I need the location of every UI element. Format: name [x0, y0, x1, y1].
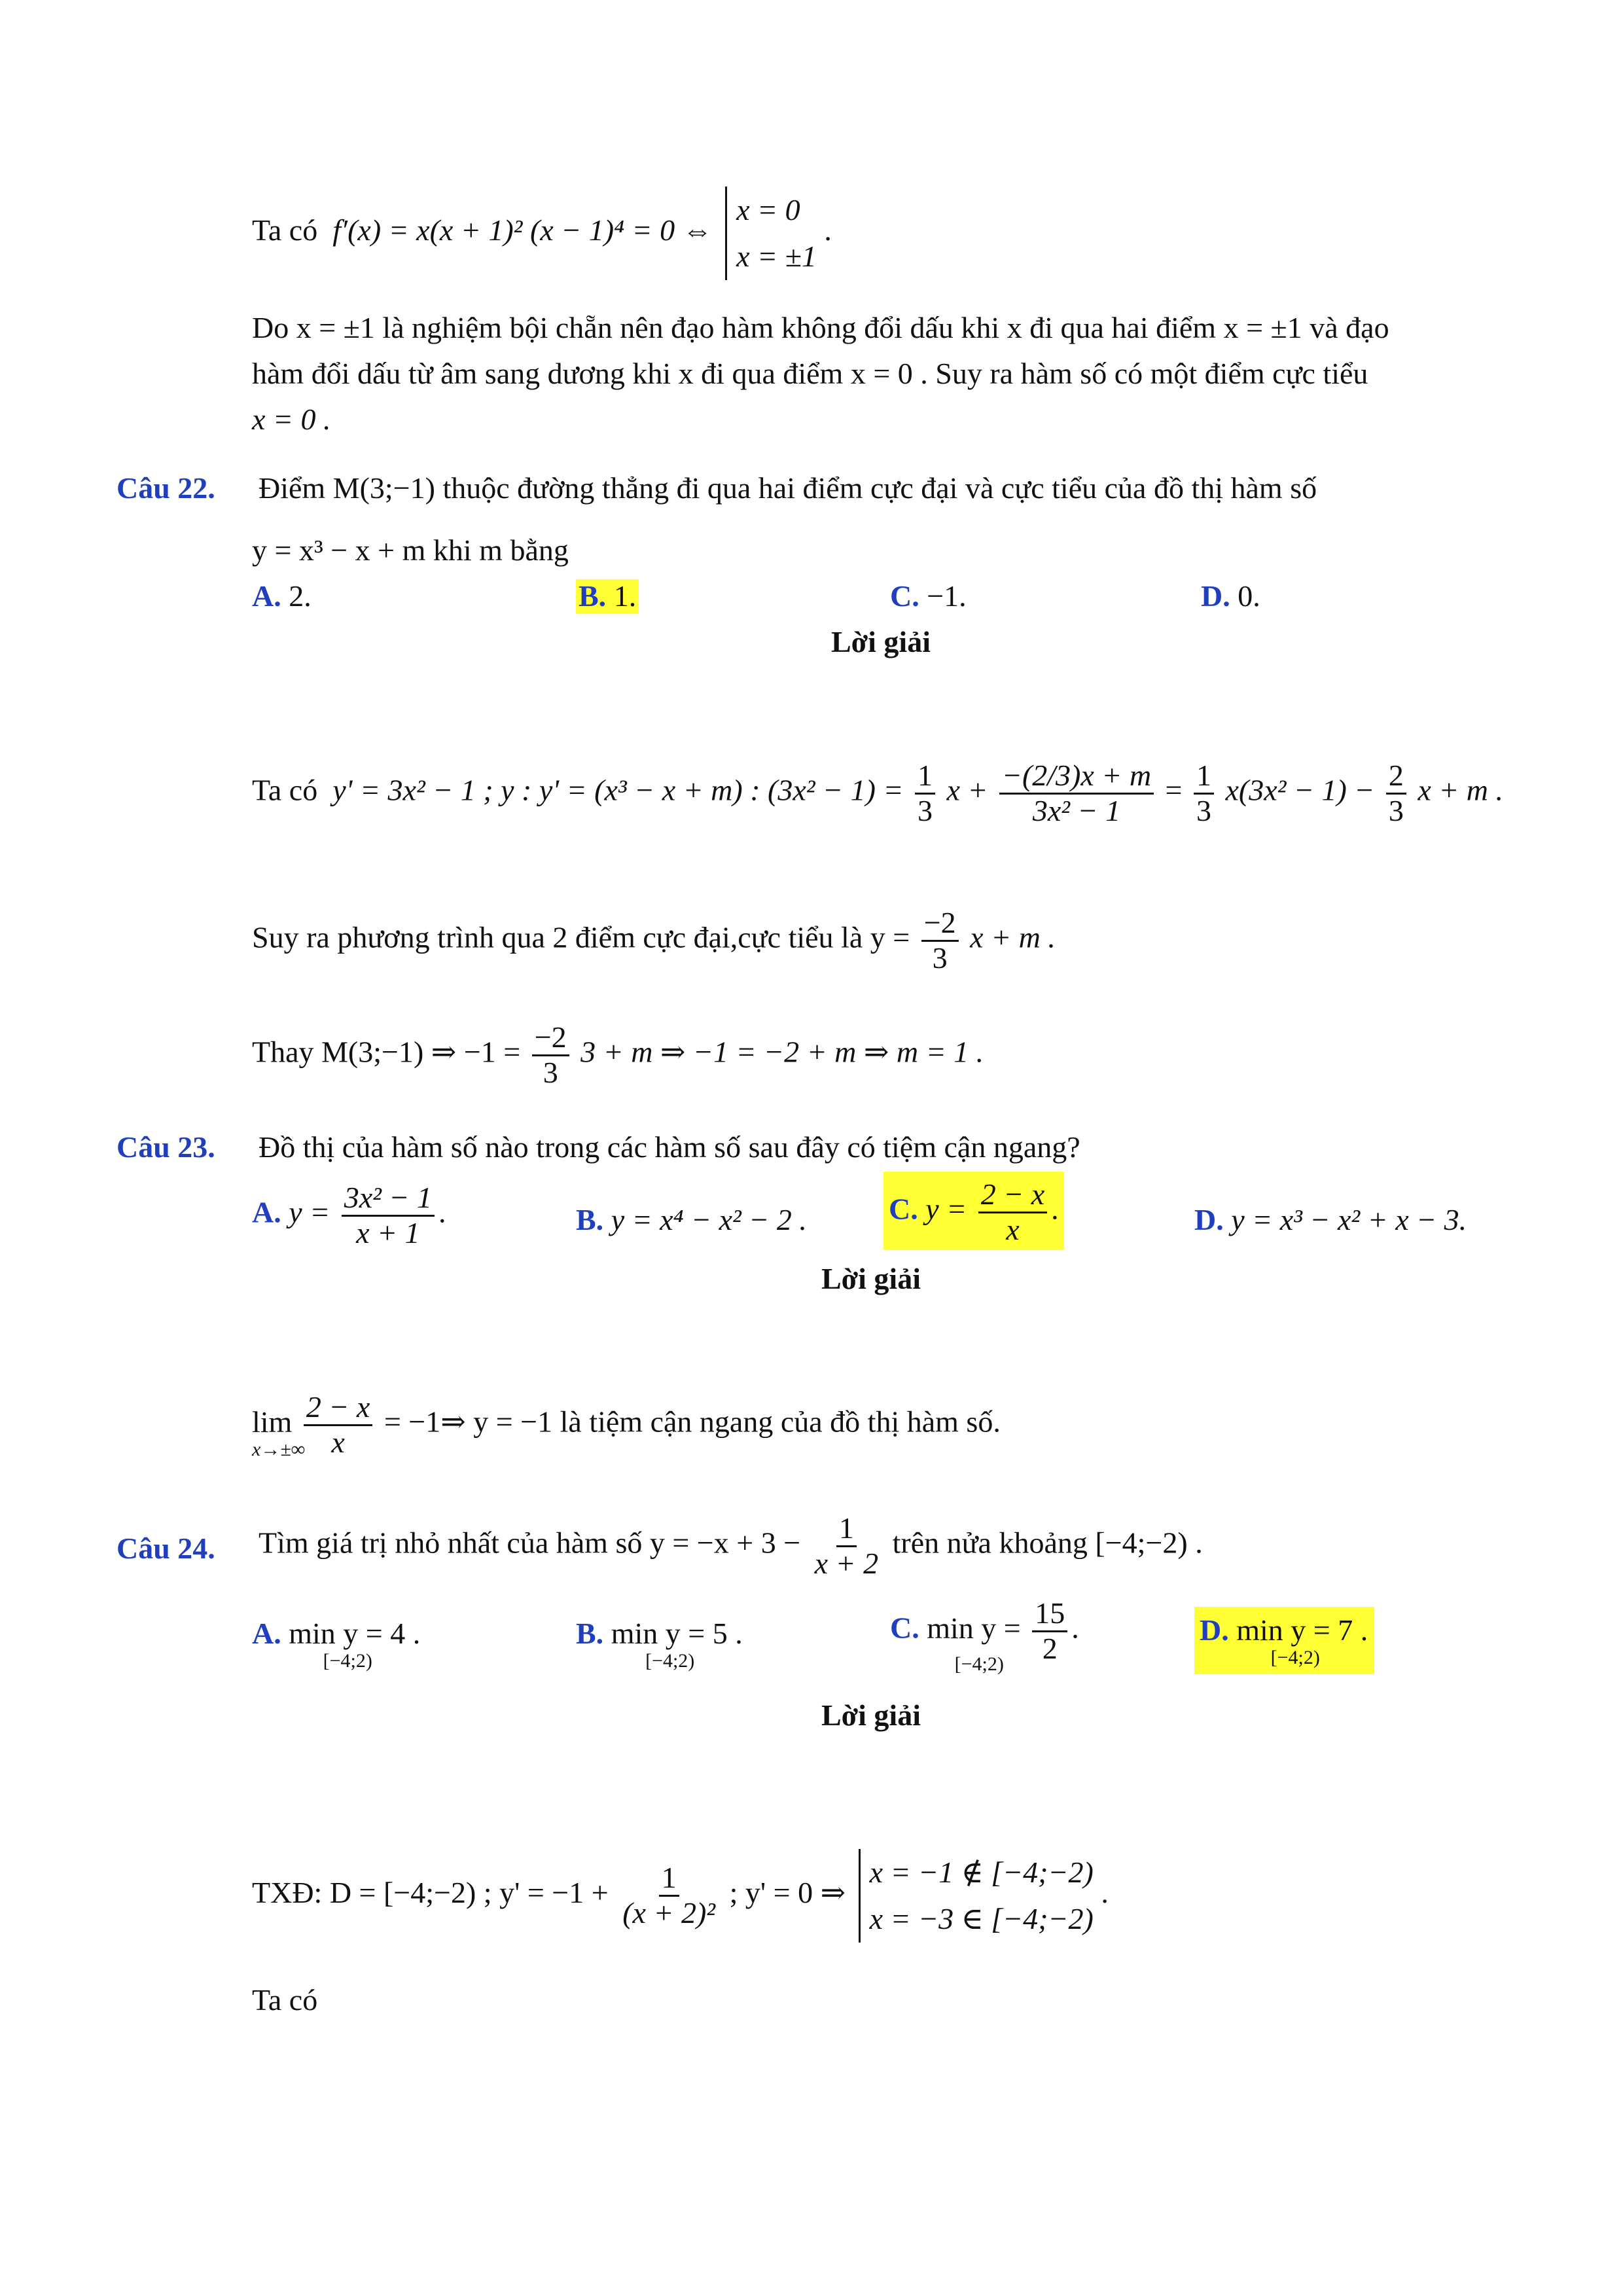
- q22-sol3-num: −2: [532, 1021, 569, 1056]
- q23-solution-line: [252, 1391, 1001, 1459]
- q24-option-c-min: [927, 1611, 1021, 1675]
- q23-option-a-den: x + 1: [356, 1215, 420, 1249]
- q24-solution-line-1: TXĐ: D = [−4;−2) ; y' = −1 + $\frac{1}{\text{(x + 2)²}}$ ; y' = 0 ⇒ x = −1 ∉ [−4;−2) x = −3 ∈ [−4;−2) .: [252, 1849, 1109, 1943]
- q23-stem: Đồ thị của hàm số nào trong các hàm số sau đây có tiệm cận ngang?: [259, 1130, 1080, 1164]
- q22-sol2-text: Suy ra phương trình qua 2 điểm cực đại,cực tiểu là y =: [252, 920, 910, 954]
- q23-sol-tail: = −1⇒ y = −1 là tiệm cận ngang của đồ thị hàm số.: [383, 1405, 1001, 1439]
- q22-sol1-b: x +: [946, 773, 988, 807]
- q22-sol1-f2-den: 3x² − 1: [1032, 793, 1121, 827]
- q22-sol1-f1-num: 1: [915, 759, 935, 795]
- q24-option-c-num: 15: [1032, 1597, 1067, 1632]
- q23-option-c-num: 2 − x: [978, 1178, 1047, 1213]
- q22-label: Câu 22.: [116, 471, 215, 505]
- q24-option-c-frac: [1032, 1597, 1067, 1665]
- q24-option-c-den: 2: [1042, 1631, 1058, 1665]
- q22-sol2-tail: x + m .: [970, 920, 1056, 954]
- q23-option-a-pre: y =: [289, 1195, 330, 1229]
- q23-label: Câu 23.: [116, 1130, 215, 1164]
- q22-sol3-den: 3: [543, 1055, 558, 1089]
- q24-stem-num: 1: [836, 1512, 857, 1547]
- q23-solution-heading: Lời giải: [821, 1262, 921, 1295]
- q22-solution-heading: Lời giải: [831, 625, 931, 658]
- q22-option-c-text: −1.: [927, 579, 967, 613]
- q22-option-a-label: A.: [252, 579, 281, 613]
- q24-option-d-text: min y = 7 .: [1236, 1613, 1368, 1647]
- intro-equation: f′(x) = x(x + 1)² (x − 1)⁴ = 0 ⇔: [332, 213, 713, 247]
- q23-sol-lim-word: lim: [252, 1405, 293, 1439]
- q22-solution-line-1: [252, 759, 1503, 827]
- q24-sol1-mid: ; y' = 0 ⇒: [729, 1875, 846, 1909]
- q23-option-b-text: y = x⁴ − x² − 2 .: [611, 1203, 807, 1236]
- q23-option-a[interactable]: [252, 1181, 446, 1249]
- q22-sol1-f4-den: 3: [1388, 793, 1404, 827]
- q23-option-c[interactable]: [883, 1172, 1064, 1250]
- q24-sol1-case-1: x = −1 ∉ [−4;−2): [869, 1856, 1094, 1889]
- q22-option-d[interactable]: [1201, 579, 1260, 614]
- q23-sol-den: x: [331, 1425, 345, 1459]
- q22-sol2-den: 3: [932, 941, 948, 975]
- q24-option-b[interactable]: [576, 1617, 743, 1672]
- q23-option-a-frac: [342, 1181, 435, 1249]
- q24-option-c-post: .: [1071, 1611, 1079, 1645]
- q22-sol1-c: =: [1165, 773, 1183, 807]
- q24-option-a-text: min y = 4 .: [289, 1617, 421, 1650]
- intro-case-2: x = ±1: [736, 240, 817, 274]
- intro-case-1: x = 0: [736, 193, 800, 226]
- intro-prefix: Ta có: [252, 213, 318, 247]
- intro-line-4: x = 0 .: [252, 403, 331, 436]
- q22-sol1-prefix: Ta có: [252, 773, 318, 807]
- q23-option-d[interactable]: [1194, 1203, 1467, 1238]
- q22-sol3-tail: 3 + m ⇒ −1 = −2 + m ⇒ m = 1 .: [580, 1035, 984, 1069]
- q23-option-c-pre: y =: [925, 1192, 967, 1226]
- intro-line-2: Do x = ±1 là nghiệm bội chẵn nên đạo hàm không đổi dấu khi x đi qua hai điểm x = ±1 và đạo: [252, 311, 1389, 344]
- q22-sol3-text: Thay M(3;−1) ⇒ −1 =: [252, 1035, 521, 1069]
- q24-option-d-min: [1236, 1613, 1368, 1668]
- q23-sol-lim: [252, 1405, 306, 1460]
- q24-option-a-sub: [−4;2): [323, 1649, 372, 1672]
- q22-sol1-frac-4: [1386, 759, 1406, 827]
- q24-stem-post: trên nửa khoảng [−4;−2) .: [892, 1526, 1203, 1560]
- q22-solution-line-2: [252, 906, 1056, 975]
- q23-option-a-num: 3x² − 1: [342, 1181, 435, 1217]
- q24-solution-heading: Lời giải: [821, 1698, 921, 1732]
- q22-option-c-label: C.: [890, 579, 919, 613]
- q22-option-b-text: 1.: [613, 579, 637, 613]
- q23-option-c-frac: [978, 1178, 1047, 1246]
- q24-stem-pre: Tìm giá trị nhỏ nhất của hàm số y = −x + 3 −: [259, 1526, 801, 1560]
- q23-option-a-label: A.: [252, 1195, 281, 1229]
- q24-stem-den: x + 2: [814, 1546, 879, 1580]
- q22-sol1-e: x + m .: [1418, 773, 1504, 807]
- q22-sol1-frac-2: [999, 759, 1154, 827]
- q22-stem-line-2: y = x³ − x + m khi m bằng: [252, 533, 569, 567]
- q24-option-d-label: D.: [1200, 1613, 1229, 1647]
- q24-solution-line-2: Ta có: [252, 1983, 318, 2017]
- q23-sol-frac: [304, 1391, 372, 1459]
- q22-sol1-f1-den: 3: [917, 793, 933, 827]
- q24-option-b-sub: [−4;2): [645, 1649, 695, 1672]
- q24-sol1-case-system: [859, 1849, 1094, 1943]
- q24-option-b-min: [611, 1617, 743, 1672]
- q22-sol1-frac-3: [1194, 759, 1214, 827]
- q22-sol1-f3-den: 3: [1196, 793, 1211, 827]
- q24-sol1-pre: TXĐ: D = [−4;−2) ; y' = −1 +: [252, 1875, 609, 1909]
- q22-option-c[interactable]: [890, 579, 967, 614]
- q22-sol1-f4-num: 2: [1386, 759, 1406, 795]
- q24-option-c-sub: [−4;2): [954, 1653, 1004, 1675]
- q23-option-b-label: B.: [576, 1203, 604, 1236]
- q23-option-a-post: .: [438, 1195, 446, 1229]
- q24-option-a-min: [289, 1617, 421, 1672]
- q22-option-b-label: B.: [579, 579, 607, 613]
- q24-sol1-den: (x + 2)²: [622, 1895, 716, 1929]
- q23-option-c-post: .: [1051, 1192, 1059, 1226]
- q22-option-d-label: D.: [1201, 579, 1230, 613]
- q24-option-a[interactable]: [252, 1617, 421, 1672]
- q22-option-a[interactable]: [252, 579, 312, 614]
- q24-sol1-frac: [620, 1861, 718, 1929]
- q22-sol1-f2-num: −(2/3)x + m: [999, 759, 1154, 795]
- q22-sol2-frac: [921, 906, 959, 975]
- intro-derivative-line: Ta có f′(x) = x(x + 1)² (x − 1)⁴ = 0 ⇔ x = 0 x = ±1 .: [252, 187, 832, 280]
- q24-option-c[interactable]: [890, 1596, 1079, 1675]
- q23-option-d-label: D.: [1194, 1203, 1224, 1236]
- q24-option-b-text: min y = 5 .: [611, 1617, 743, 1650]
- q24-option-b-label: B.: [576, 1617, 604, 1650]
- q24-option-d-sub: [−4;2): [1270, 1646, 1320, 1668]
- q22-option-d-text: 0.: [1238, 579, 1260, 613]
- q24-option-d[interactable]: [1194, 1607, 1374, 1674]
- q23-sol-lim-sub: x→±∞: [252, 1438, 306, 1460]
- q23-option-c-label: C.: [889, 1192, 918, 1226]
- q24-option-c-pre: min y =: [927, 1611, 1021, 1645]
- q22-sol1-d: x(3x² − 1) −: [1225, 773, 1375, 807]
- q24-option-c-label: C.: [890, 1611, 919, 1645]
- q22-sol3-frac: [532, 1021, 569, 1089]
- q22-sol1-a: y' = 3x² − 1 ; y : y' = (x³ − x + m) : (3x² − 1) =: [332, 773, 904, 807]
- q23-option-d-text: y = x³ − x² + x − 3.: [1231, 1203, 1467, 1236]
- q22-solution-line-3: [252, 1021, 984, 1089]
- q22-stem-line-1: Điểm M(3;−1) thuộc đường thẳng đi qua hai điểm cực đại và cực tiểu của đồ thị hàm số: [259, 471, 1317, 505]
- q22-option-b[interactable]: [576, 579, 639, 614]
- q22-option-a-text: 2.: [289, 579, 312, 613]
- intro-line-3: hàm đổi dấu từ âm sang dương khi x đi qua điểm x = 0 . Suy ra hàm số có một điểm cực tiểu: [252, 357, 1368, 390]
- intro-case-system: [725, 187, 817, 280]
- q24-stem-frac: [812, 1512, 881, 1580]
- q23-option-c-den: x: [1006, 1212, 1020, 1246]
- q24-label: Câu 24.: [116, 1532, 215, 1565]
- q22-sol2-num: −2: [921, 906, 959, 942]
- q23-sol-num: 2 − x: [304, 1391, 372, 1426]
- q23-option-b[interactable]: [576, 1203, 807, 1238]
- q24-sol1-case-2: x = −3 ∈ [−4;−2): [869, 1902, 1094, 1936]
- q24-stem: [259, 1512, 1203, 1580]
- q22-sol1-frac-1: [915, 759, 935, 827]
- q22-sol1-f3-num: 1: [1194, 759, 1214, 795]
- q24-option-a-label: A.: [252, 1617, 281, 1650]
- q24-sol1-num: 1: [659, 1861, 679, 1897]
